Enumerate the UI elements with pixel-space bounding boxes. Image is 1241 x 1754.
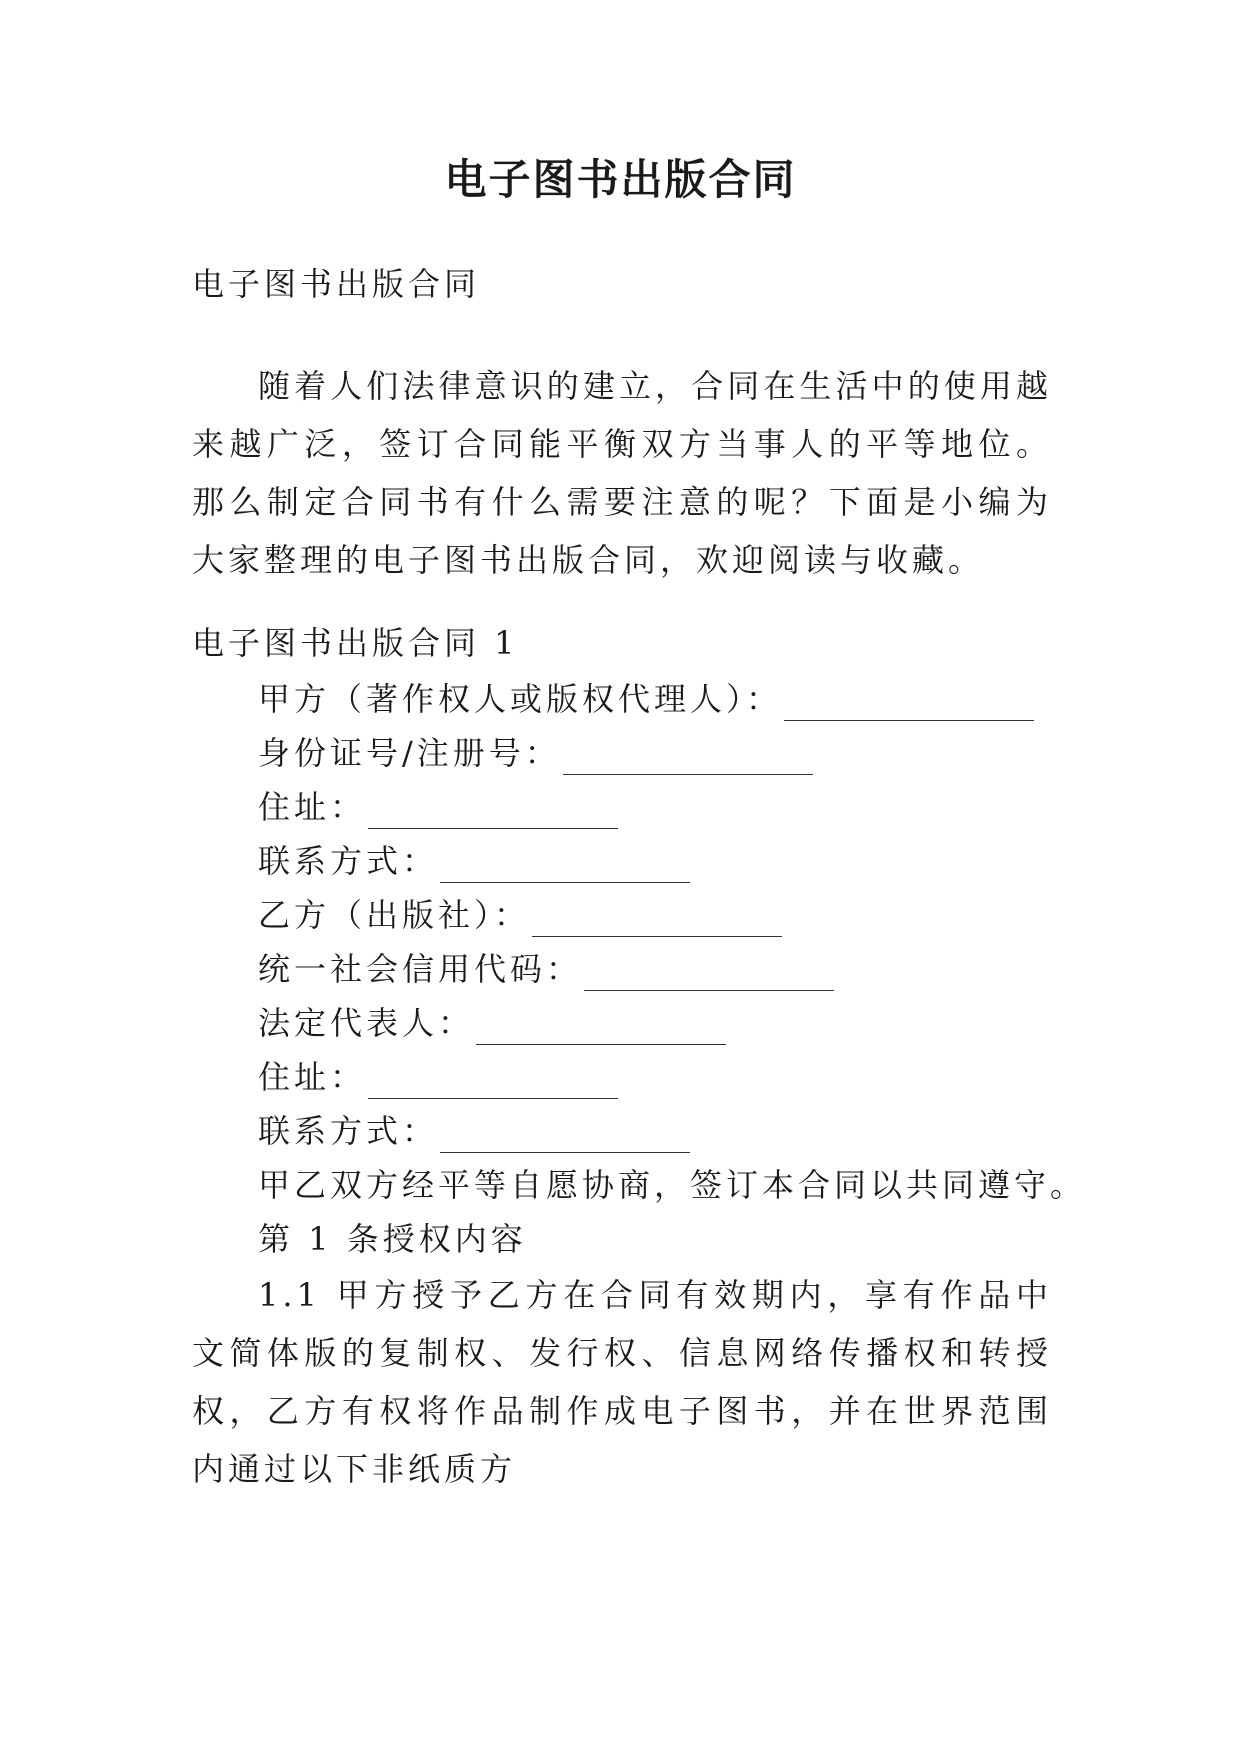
article-heading: 第 1 条授权内容 <box>258 1220 527 1258</box>
section-heading: 电子图书出版合同 1 <box>192 624 519 662</box>
blank-line[interactable] <box>368 1064 618 1099</box>
field-contact-a <box>258 839 690 883</box>
field-credit-code <box>258 947 834 991</box>
field-label: 乙方（出版社）： <box>258 896 531 934</box>
blank-line[interactable] <box>440 1118 690 1153</box>
field-party-a <box>258 677 1034 721</box>
field-address-a <box>258 785 618 829</box>
field-legal-rep <box>258 1001 726 1045</box>
blank-line[interactable] <box>584 956 834 991</box>
blank-line[interactable] <box>368 794 618 829</box>
field-address-b <box>258 1055 618 1099</box>
field-id-number <box>258 731 813 775</box>
blank-line[interactable] <box>440 848 690 883</box>
field-label: 统一社会信用代码： <box>258 950 583 988</box>
field-label: 甲方（著作权人或版权代理人）： <box>258 680 783 718</box>
field-label: 联系方式： <box>258 842 439 880</box>
blank-line[interactable] <box>563 740 813 775</box>
blank-line[interactable] <box>784 686 1034 721</box>
field-label: 联系方式： <box>258 1112 439 1150</box>
agreement-text: 甲乙双方经平等自愿协商，签订本合同以共同遵守。 <box>258 1166 1087 1204</box>
blank-line[interactable] <box>532 902 782 937</box>
field-label: 身份证号/注册号： <box>258 734 561 772</box>
field-contact-b <box>258 1109 690 1153</box>
clause-1-1: 1.1 甲方授予乙方在合同有效期内，享有作品中文简体版的复制权、发行权、信息网络传播权和转授权，乙方有权将作品制作成电子图书，并在世界范围内通过以下非纸质方 <box>192 1276 1052 1488</box>
intro-paragraph: 随着人们法律意识的建立，合同在生活中的使用越来越广泛，签订合同能平衡双方当事人的平等地位。那么制定合同书有什么需要注意的呢？下面是小编为大家整理的电子图书出版合同，欢迎阅读与收藏。 <box>192 367 1052 579</box>
document-subtitle: 电子图书出版合同 <box>192 265 481 303</box>
field-label: 住址： <box>258 788 367 826</box>
field-label: 住址： <box>258 1058 367 1096</box>
field-label: 法定代表人： <box>258 1004 475 1042</box>
document-title: 电子图书出版合同 <box>444 155 797 204</box>
blank-line[interactable] <box>476 1010 726 1045</box>
field-party-b <box>258 893 782 937</box>
